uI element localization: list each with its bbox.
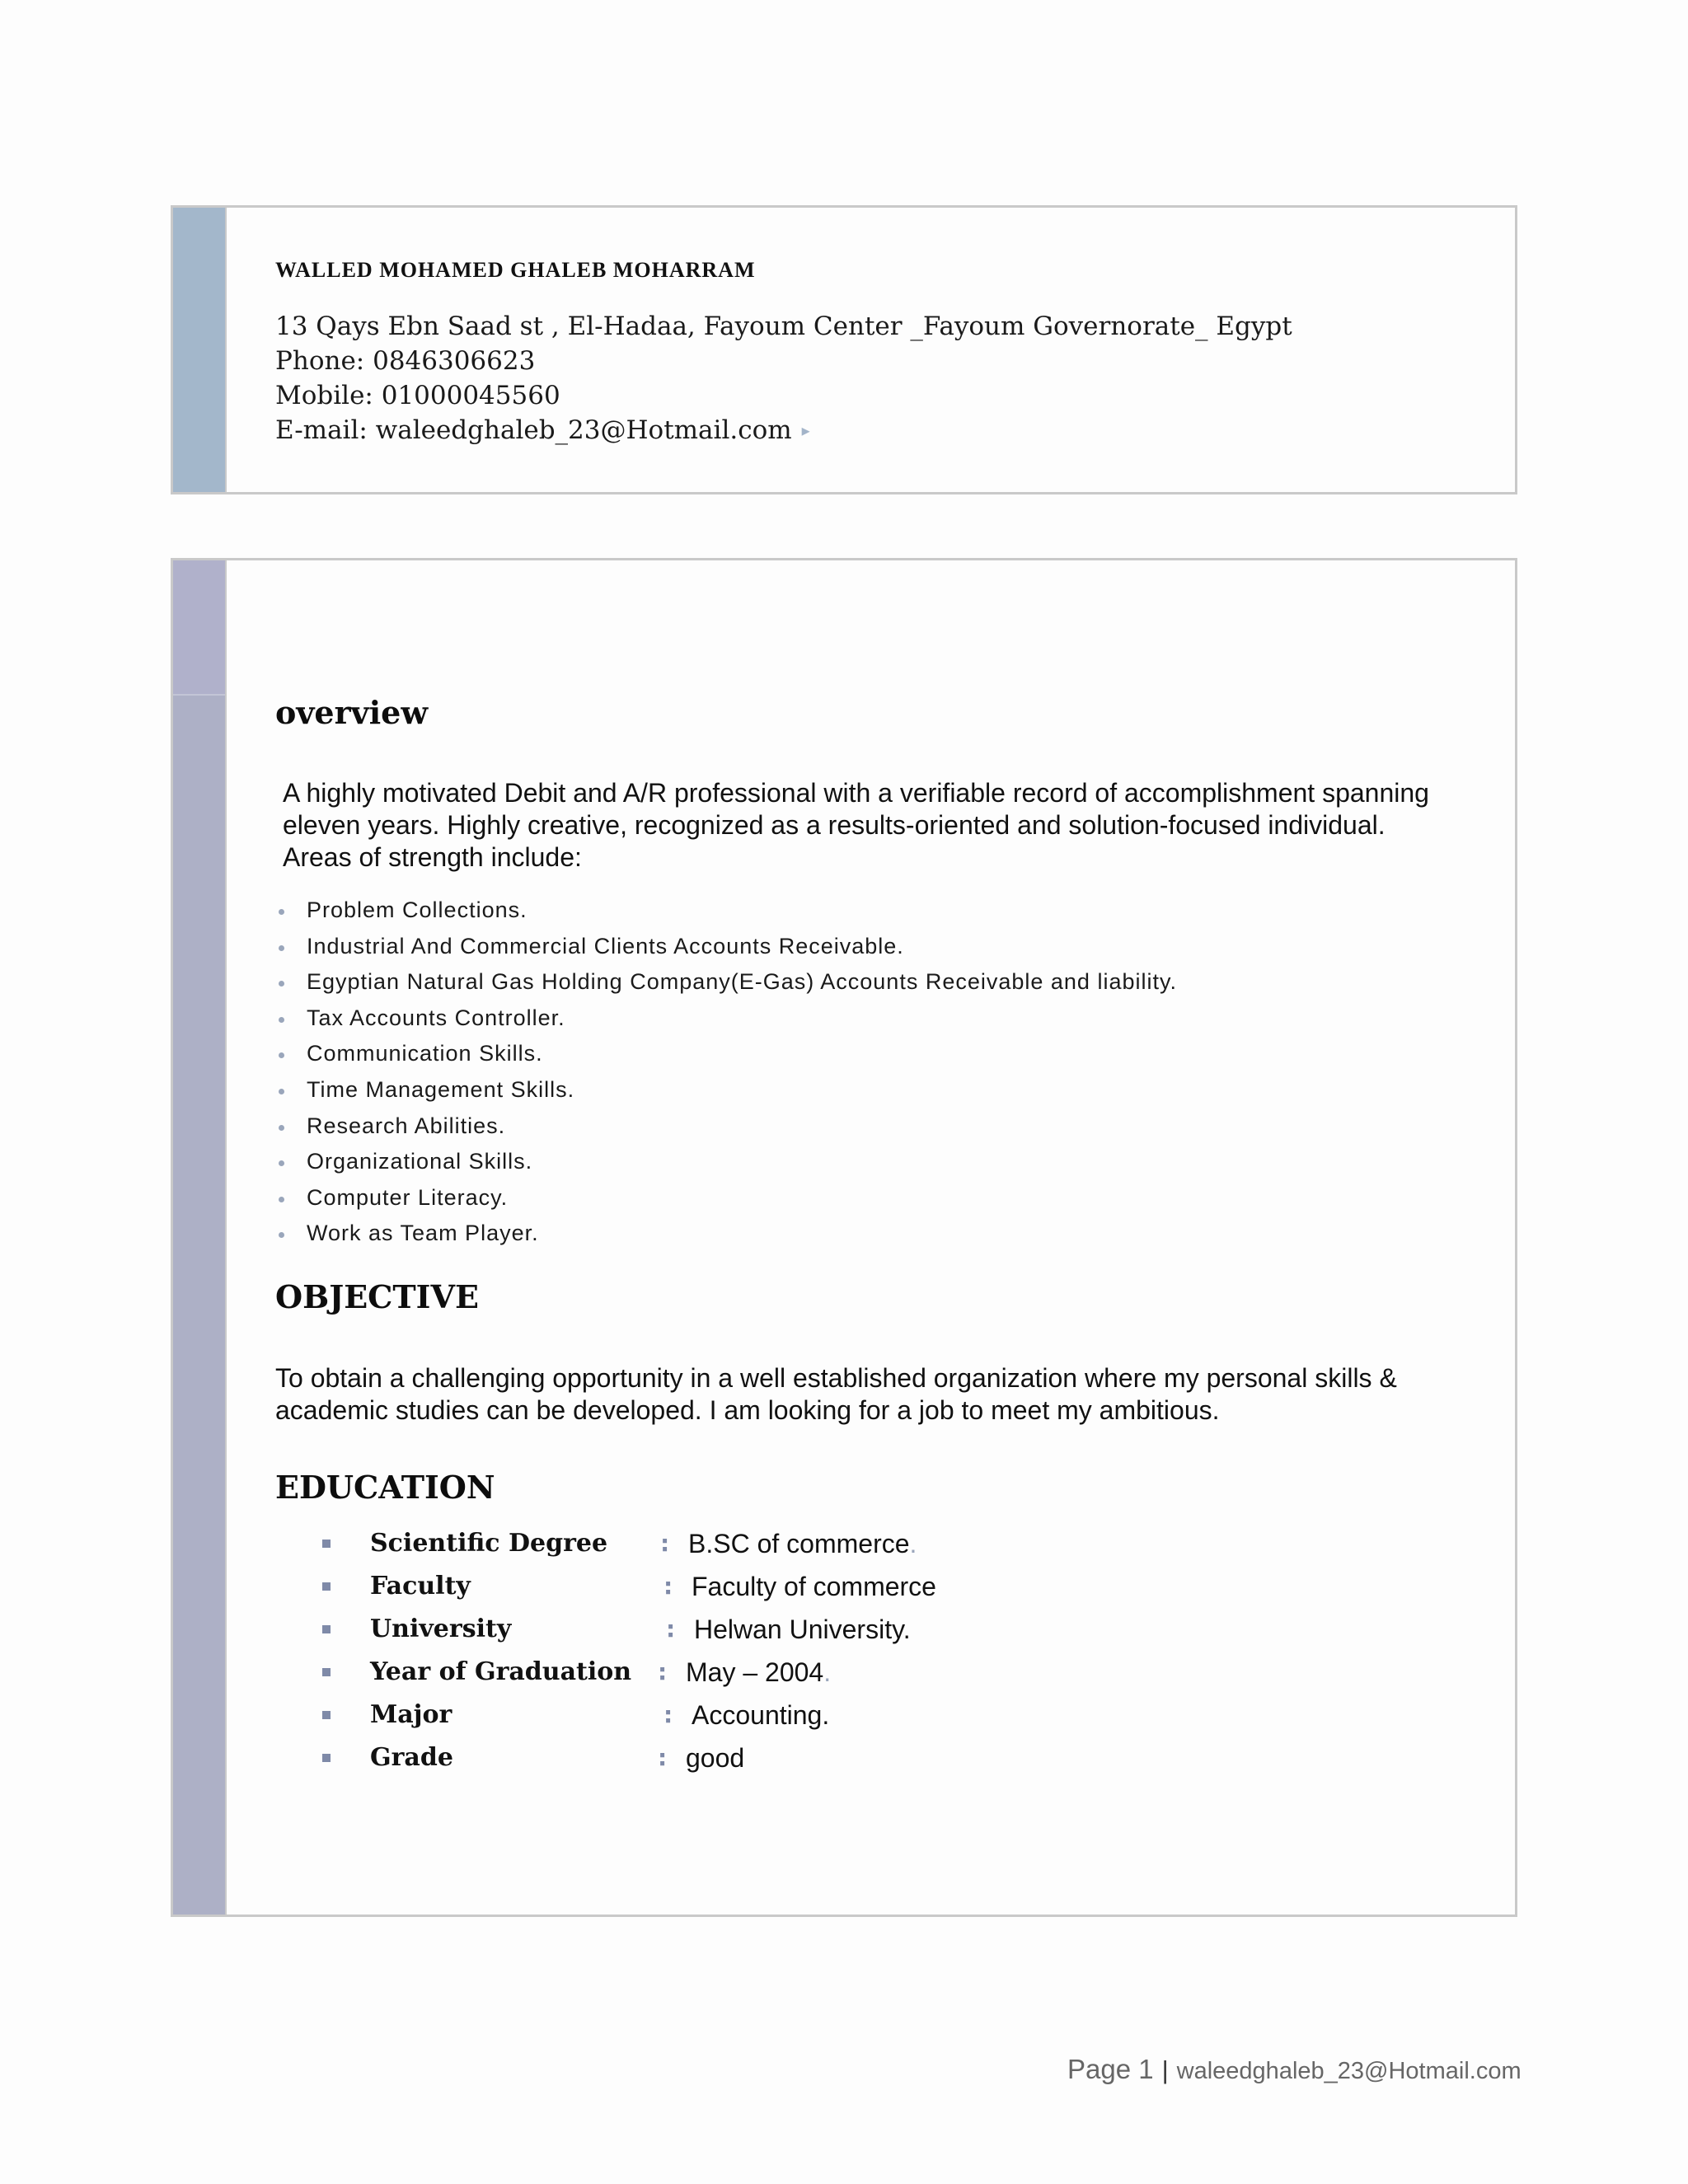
education-label: Grade — [370, 1743, 453, 1772]
education-value: good — [686, 1743, 745, 1773]
bullet-icon — [279, 1197, 284, 1202]
bullet-icon — [279, 1232, 284, 1238]
objective-text: To obtain a challenging opportunity in a well established organization where my personal skills & academic studies can be developed. I am looking for a job to meet my ambitious. — [275, 1363, 1397, 1425]
main-content-box — [171, 558, 1517, 1917]
education-title: EDUCATION — [275, 1469, 495, 1506]
education-label: Major — [370, 1700, 452, 1729]
phone: Phone: 0846306623 — [275, 346, 536, 376]
overview-intro: A highly motivated Debit and A/R professional with a verifiable record of accomplishment spanning eleven years. Highly creative, recognized as a results-oriented and solution-focused individual. Areas of strength include: — [283, 778, 1429, 872]
education-label: Faculty — [370, 1572, 471, 1601]
bullet-icon — [279, 1089, 284, 1094]
header-accent-stripe — [173, 208, 227, 492]
list-item: Work as Team Player. — [272, 1216, 1177, 1252]
square-bullet-icon — [322, 1540, 331, 1548]
list-item: Research Abilities. — [272, 1108, 1177, 1145]
list-item: Time Management Skills. — [272, 1072, 1177, 1108]
bullet-icon — [279, 945, 284, 951]
bullet-icon — [279, 981, 284, 987]
bullet-icon — [279, 1052, 284, 1058]
education-value: B.SC of commerce. — [688, 1529, 917, 1558]
footer-email[interactable]: waleedghaleb_23@Hotmail.com — [1176, 2058, 1522, 2084]
education-colon: : — [663, 1572, 673, 1600]
address: 13 Qays Ebn Saad st , El-Hadaa, Fayoum Center _Fayoum Governorate_ Egypt — [275, 312, 1292, 341]
education-colon: : — [658, 1658, 668, 1685]
education-colon: : — [658, 1744, 668, 1771]
objective-title: OBJECTIVE — [275, 1278, 479, 1315]
list-item: Industrial And Commercial Clients Accounts Receivable. — [272, 929, 1177, 965]
education-label: Year of Graduation — [370, 1657, 632, 1686]
education-value: Faculty of commerce — [692, 1572, 936, 1601]
list-item: Problem Collections. — [272, 893, 1177, 929]
list-item: Egyptian Natural Gas Holding Company(E-Gas) Accounts Receivable and liability. — [272, 964, 1177, 1001]
list-item: Tax Accounts Controller. — [272, 1001, 1177, 1037]
candidate-name: WALLED MOHAMED GHALEB MOHARRAM — [275, 258, 756, 282]
education-value: May – 2004. — [686, 1657, 832, 1687]
list-item: Organizational Skills. — [272, 1144, 1177, 1180]
education-label: Scientific Degree — [370, 1529, 608, 1558]
education-value: Accounting. — [692, 1700, 830, 1730]
square-bullet-icon — [322, 1754, 331, 1762]
mobile: Mobile: 01000045560 — [275, 381, 560, 410]
bullet-icon — [279, 1160, 284, 1166]
square-bullet-icon — [322, 1582, 331, 1591]
education-colon: : — [660, 1530, 670, 1557]
square-bullet-icon — [322, 1625, 331, 1633]
list-item: Communication Skills. — [272, 1036, 1177, 1072]
email-line — [275, 413, 1292, 448]
bullet-icon — [279, 1017, 284, 1023]
bullet-icon — [279, 909, 284, 915]
square-bullet-icon — [322, 1711, 331, 1719]
education-value: Helwan University. — [694, 1615, 911, 1644]
overview-title: overview — [275, 694, 429, 731]
strengths-list — [272, 893, 1177, 1252]
page-number: Page 1 — [1067, 2054, 1154, 2084]
footer-separator: | — [1161, 2055, 1169, 2084]
email[interactable]: E-mail: waleedghaleb_23@Hotmail.com — [275, 415, 792, 445]
education-colon: : — [663, 1701, 673, 1728]
page-footer — [1067, 2054, 1522, 2085]
main-accent-stripe-top — [173, 560, 225, 696]
education-label: University — [370, 1615, 512, 1643]
arrow-icon: ▸ — [801, 420, 810, 440]
square-bullet-icon — [322, 1668, 331, 1676]
bullet-icon — [279, 1125, 284, 1131]
contact-box — [171, 205, 1517, 494]
education-colon: : — [666, 1615, 676, 1643]
main-accent-stripe — [173, 560, 227, 1915]
list-item: Computer Literacy. — [272, 1180, 1177, 1216]
contact-details — [275, 309, 1292, 448]
